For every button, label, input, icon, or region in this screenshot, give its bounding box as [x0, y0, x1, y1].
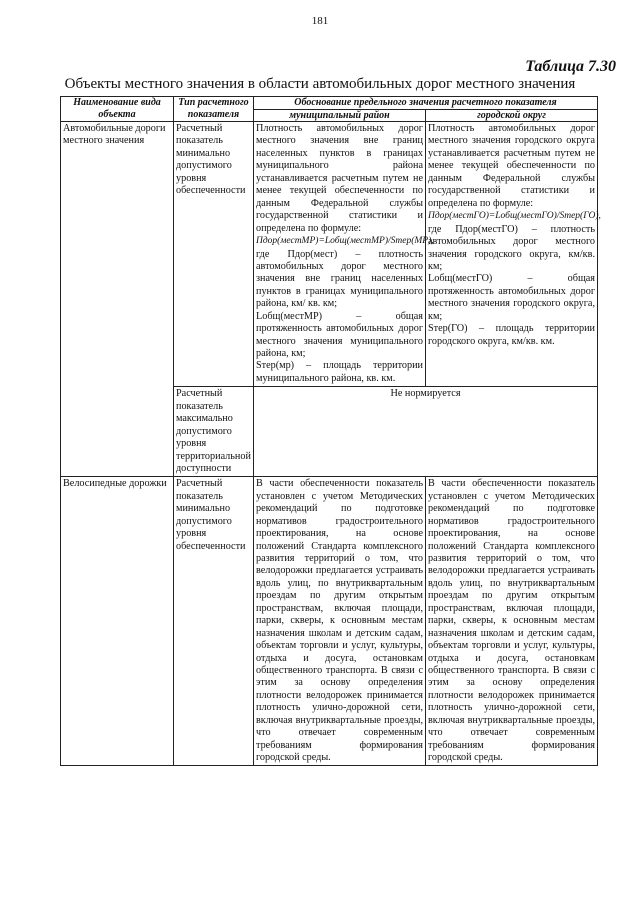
- cell-object-bike: Велосипедные дорожки: [61, 477, 174, 766]
- cell-indicator-max: Расчетный показатель максимально допустимого уровня территориальной доступности: [174, 387, 254, 477]
- district-intro: Плотность автомобильных дорог местного значения вне границ населенных пунктов в границах муниципального района устанавливается расчетным путем не менее текущей обеспеченности по данным Федеральной службы государственной статистики и определена по формуле:: [256, 123, 423, 234]
- header-row: [61, 97, 598, 110]
- district-area: Sтер(мр) – площадь территории муниципального района, кв. км.: [256, 360, 423, 384]
- table-row: [61, 477, 598, 766]
- header-district: муниципальный район: [254, 109, 426, 122]
- city-length: Lобщ(местГО) – общая протяженность автомобильных дорог местного значения городского округа, км;: [428, 273, 595, 322]
- table-row: [61, 122, 598, 387]
- cell-indicator-bike: Расчетный показатель минимально допустимого уровня обеспеченности: [174, 477, 254, 766]
- city-where: где Пдор(местГО) – плотность автомобильных дорог местного значения городского округа, км/кв. км;: [428, 223, 595, 272]
- cell-object-roads: Автомобильные дороги местного значения: [61, 122, 174, 477]
- cell-district-roads: [254, 122, 434, 387]
- district-formula: Пдор(местМР)=Lобщ(местМР)/Sтер(МР),: [256, 235, 434, 246]
- header-indicator: Тип расчетного показателя: [174, 97, 254, 122]
- objects-table: [60, 96, 601, 766]
- table-title: Объекты местного значения в области автомобильных дорог местного значения: [64, 76, 576, 92]
- cell-district-bike: В части обеспеченности показатель установлен с учетом Методических рекомендаций по подготовке нормативов градостроительного проектирования, на основе положений Стандарта комплексного развития территорий о том, что велодорожки предлагается устраивать вдоль улиц, по внутриквартальным проездам по другим открытым пространствам, включая площади, парки, скверы, к основным местам назначения школам и детским садам, объектам торговли и услуг, культуры, отдыха и досуга, остановкам общественного транспорта. В связи с этим за основу определения плотности велодорожек принимается плотность улично-дорожной сети, включая внутриквартальные проезды, что отвечает современным требованиям формирования городской среды.: [254, 477, 426, 766]
- table-label: Таблица 7.30: [525, 58, 616, 75]
- header-city: городской округ: [426, 109, 598, 122]
- cell-not-normalized: Не нормируется: [254, 387, 598, 477]
- city-intro: Плотность автомобильных дорог местного значения городского округа устанавливается расчетным путем не менее текущей обеспеченности по данным Федеральной службы государственной статистики и определена по формуле:: [428, 123, 595, 209]
- cell-city-roads: [426, 122, 601, 387]
- page-number: 181: [311, 15, 329, 27]
- cell-city-bike: В части обеспеченности показатель установлен с учетом Методических рекомендаций по подготовке нормативов градостроительного проектирования, на основе положений Стандарта комплексного развития территорий о том, что велодорожки предлагается устраивать вдоль улиц, по внутриквартальным проездам по другим открытым пространствам, включая площади, парки, скверы, к основным местам назначения школам и детским садам, объектам торговли и услуг, культуры, отдыха и досуга, остановкам общественного транспорта. В связи с этим за основу определения плотности велодорожек принимается плотность улично-дорожной сети, включая внутриквартальные проезды, что отвечает современным требованиям формирования городской среды.: [426, 477, 598, 766]
- header-object: Наименование вида объекта: [61, 97, 174, 122]
- header-justification: Обоснование предельного значения расчетного показателя: [254, 97, 598, 110]
- district-where: где Пдор(мест) – плотность автомобильных дорог местного значения вне границ населенных пунктов в границах муниципального района, км/ кв. км;: [256, 248, 423, 310]
- district-length: Lобщ(местМР) – общая протяженность автомобильных дорог местного значения муниципального района, км;: [256, 310, 423, 360]
- city-area: Sтер(ГО) – площадь территории городского округа, км/кв. км.: [428, 323, 595, 347]
- city-formula: Пдор(местГО)=Lобщ(местГО)/Sтер(ГО),: [428, 211, 601, 222]
- cell-indicator-min: Расчетный показатель минимально допустимого уровня обеспеченности: [174, 122, 254, 387]
